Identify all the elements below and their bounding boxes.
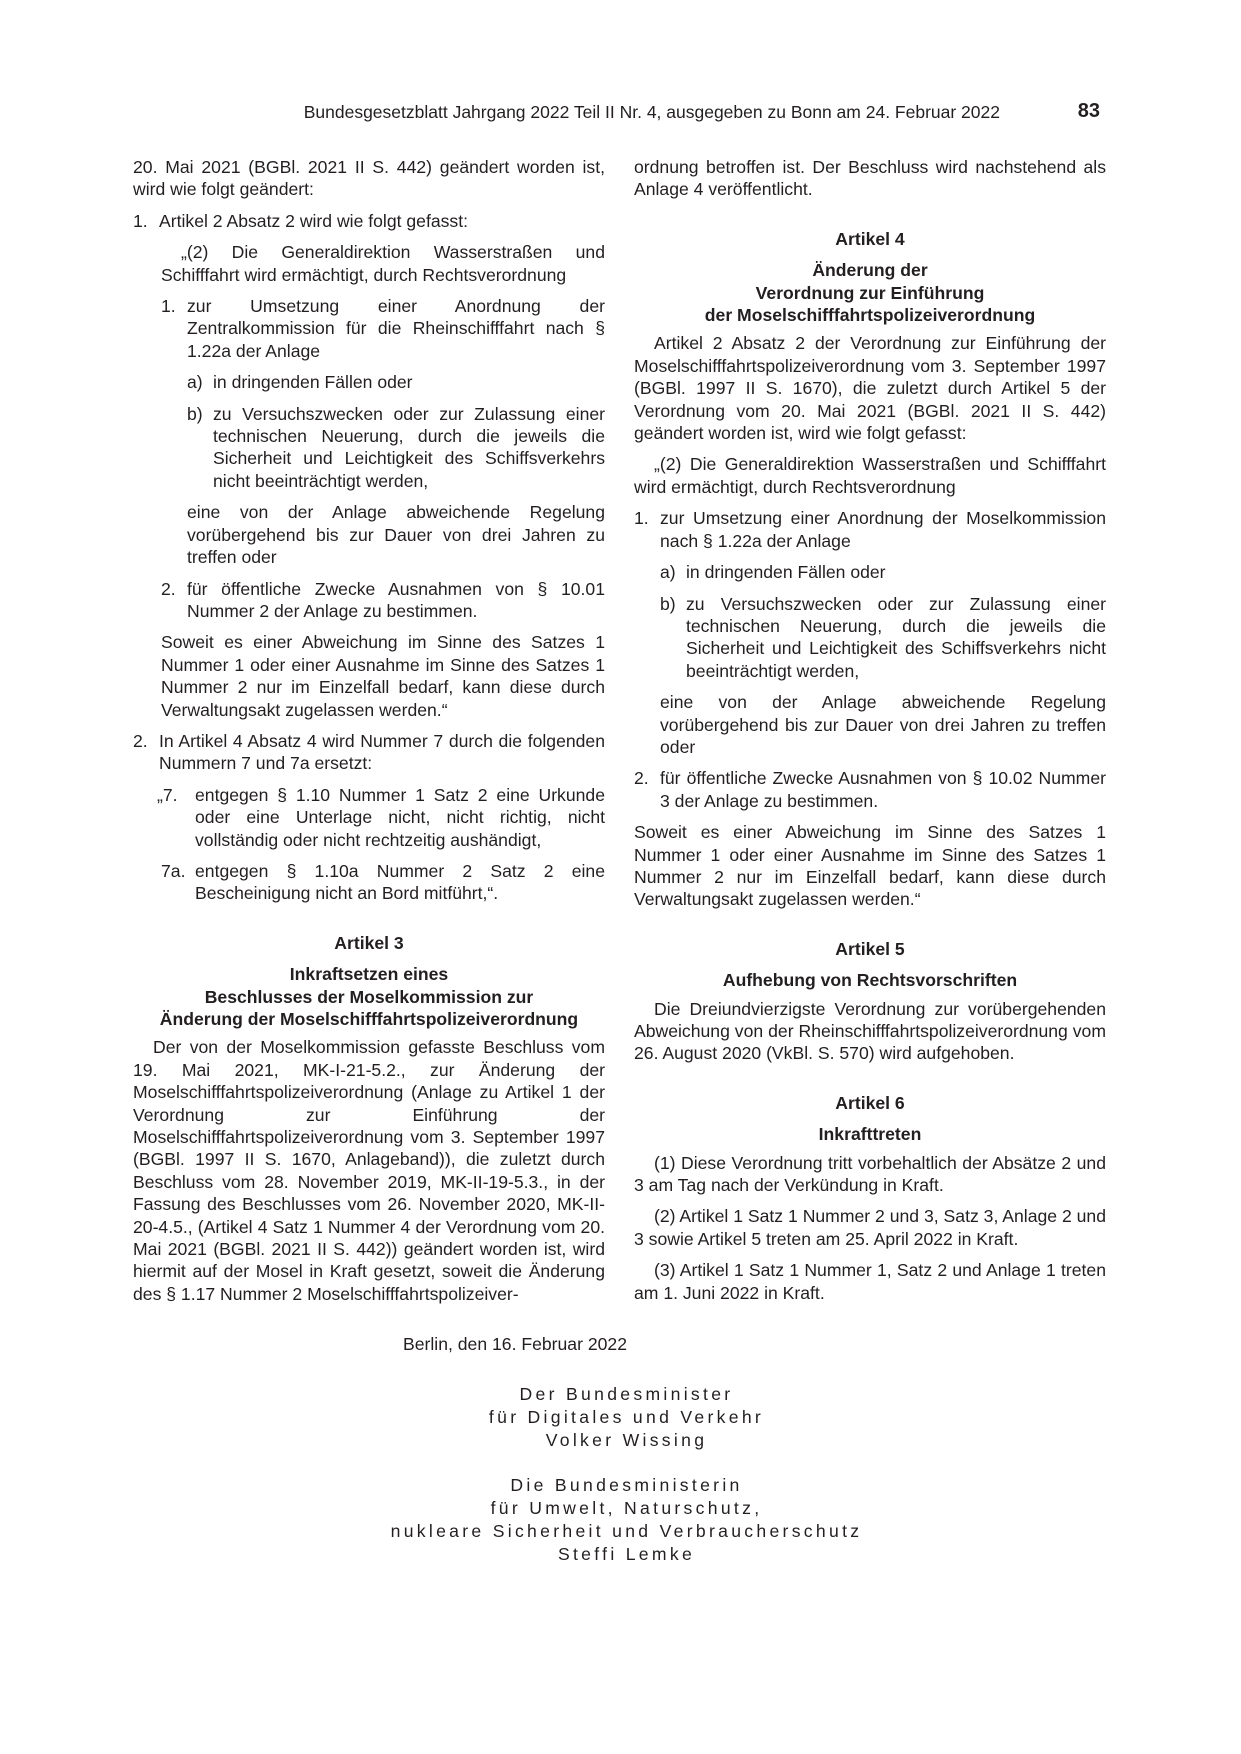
signature-block-ministerin [6,1474,1241,1566]
list-text: zu Versuchszwecken oder zur Zulassung einer technischen Neuerung, durch die jeweils die Sicherheit und Leichtigkeit des Schiffsverkehrs nicht beeinträchtigt werden, [686,593,1106,681]
list-text: für öffentliche Zwecke Ausnahmen von § 10.02 Nummer 3 der Anlage zu bestimmen. [660,768,1106,811]
article-6-paragraph-1: (1) Diese Verordnung tritt vorbehaltlich der Absätze 2 und 3 am Tag nach der Verkündung in Kraft. [634,1152,1106,1196]
list-item-2 [133,730,605,775]
list-number: 7a. [161,860,186,881]
article-3-title-line-1: Inkraftsetzen eines [289,964,449,985]
signature-line: Der Bundesminister [519,1384,734,1404]
signature-line: für Digitales und Verkehr [488,1407,765,1427]
list-text: In Artikel 4 Absatz 4 wird Nummer 7 durch die folgenden Nummern 7 und 7a ersetzt: [159,730,605,774]
list-text: entgegen § 1.10 Nummer 1 Satz 2 eine Urkunde oder eine Unterlage nicht, nicht richtig, nicht vollständig oder nicht rechtzeitig aushändigt, [195,784,605,850]
list-text: in dringenden Fällen oder [213,372,413,393]
intro-paragraph: 20. Mai 2021 (BGBl. 2021 II S. 442) geändert worden ist, wird wie folgt geändert: [133,157,605,200]
quote-intro: „(2) Die Generaldirektion Wasserstraßen und Schifffahrt wird ermächtigt, durch Rechtsverordnung [634,454,1106,497]
signature-line: für Umwelt, Naturschutz, [490,1498,763,1518]
article-4-title-line-2: Verordnung zur Einführung [755,282,985,303]
left-column [133,156,605,1305]
list-letter: b) [187,403,203,424]
number-7a-item [133,860,605,905]
article-5-number: Artikel 5 [835,938,905,959]
sub-item-1 [634,507,1106,552]
sub-item-1 [133,295,605,362]
signature-name: Volker Wissing [545,1430,708,1450]
signature-line: Die Bundesministerin [510,1475,743,1495]
list-number: 1. [161,296,176,317]
page-number: 83 [1077,100,1100,122]
list-letter: a) [660,562,676,583]
article-3-number: Artikel 3 [334,932,404,953]
article-3-title-line-3: Änderung der Moselschifffahrtspolizeiverordnung [159,1009,579,1029]
header-title: Bundesgesetzblatt Jahrgang 2022 Teil II Nr. 4, ausgegeben zu Bonn am 24. Februar 2022 [303,102,1000,122]
list-text: zur Umsetzung einer Anordnung der Moselkommission nach § 1.22a der Anlage [660,508,1106,551]
list-text: zu Versuchszwecken oder zur Zulassung einer technischen Neuerung, durch die jeweils die Sicherheit und Leichtigkeit des Schiffsverkehrs nicht beeinträchtigt werden, [213,403,605,491]
list-number: 2. [634,768,649,789]
list-text: zur Umsetzung einer Anordnung der Zentralkommission für die Rheinschifffahrt nach § 1.22a der Anlage [187,296,605,361]
number-7-item [133,784,605,851]
right-column [634,156,1106,1304]
list-item-1 [133,210,605,232]
signature-name: Steffi Lemke [557,1544,696,1564]
soweit-paragraph: Soweit es einer Abweichung im Sinne des Satzes 1 Nummer 1 oder einer Ausnahme im Sinne des Satzes 1 Nummer 2 nur im Einzelfall bedarf, kann diese durch Verwaltungsakt zugelassen werden.“ [634,822,1106,910]
list-text: in dringenden Fällen oder [686,562,886,583]
list-number: 2. [161,578,176,599]
list-number: 1. [634,508,649,529]
article-5-title: Aufhebung von Rechtsvorschriften [722,970,1018,991]
article-4-text: Artikel 2 Absatz 2 der Verordnung zur Einführung der Moselschifffahrtspolizeiverordnung vom 3. September 1997 (BGBl. 1997 II S. 1670), die zuletzt durch Artikel 5 der Verordnung vom 20. Mai 2021 (BGBl. 2021 II S. 442) geändert worden ist, wird wie folgt gefasst: [634,333,1106,444]
signature-block-minister [6,1383,1241,1452]
sub-item-1a [634,561,1106,583]
sub-item-2 [634,767,1106,812]
list-text: entgegen § 1.10a Nummer 2 Satz 2 eine Bescheinigung nicht an Bord mitführt,“. [195,860,605,904]
article-4-title-line-1: Änderung der [812,260,928,281]
sub-item-2 [133,578,605,623]
sub-item-1-tail: eine von der Anlage abweichende Regelung vorübergehend bis zur Dauer von drei Jahren zu treffen oder [660,692,1106,757]
article-3-title-line-2: Beschlusses der Moselkommission zur [204,986,534,1007]
list-letter: b) [660,593,676,614]
article-3-text: Der von der Moselkommission gefasste Beschluss vom 19. Mai 2021, MK-I-21-5.2., zur Änderung der Moselschifffahrtspolizeiverordnung (Anlage zu Artikel 1 der Verordnung zur Einführung der Moselschifffahrtspolizeiverordnung vom 3. September 1997 (BGBl. 1997 II S. 1670, Anlageband)), die zuletzt durch Beschluss vom 28. November 2019, MK-II-19-5.3., in der Fassung des Beschlusses vom 26. November 2020, MK-II-20-4.5., (Artikel 4 Satz 1 Nummer 4 der Verordnung vom 20. Mai 2021 (BGBl. 2021 II S. 442)) geändert worden ist, wird hiermit auf der Mosel in Kraft gesetzt, soweit die Änderung des § 1.17 Nummer 2 Moselschifffahrtspolizeiver- [133,1037,605,1304]
list-number: „7. [157,784,178,805]
article-4-number: Artikel 4 [835,228,905,249]
sub-item-1b [133,403,605,493]
list-text: für öffentliche Zwecke Ausnahmen von § 10.01 Nummer 2 der Anlage zu bestimmen. [187,578,605,621]
place-and-date: Berlin, den 16. Februar 2022 [403,1334,627,1354]
page-header [250,100,1100,124]
continuation-paragraph: ordnung betroffen ist. Der Beschluss wird nachstehend als Anlage 4 veröffentlicht. [634,157,1106,200]
signature-line: nukleare Sicherheit und Verbraucherschutz [390,1521,863,1541]
article-6-paragraph-2: (2) Artikel 1 Satz 1 Nummer 2 und 3, Satz 3, Anlage 2 und 3 sowie Artikel 5 treten am 25. April 2022 in Kraft. [634,1206,1106,1249]
list-letter: a) [187,372,203,393]
sub-item-1b [634,593,1106,683]
list-text: Artikel 2 Absatz 2 wird wie folgt gefasst: [159,210,469,231]
quote-intro: „(2) Die Generaldirektion Wasserstraßen und Schifffahrt wird ermächtigt, durch Rechtsverordnung [161,242,605,285]
list-number: 1. [133,210,148,231]
sub-item-1-tail: eine von der Anlage abweichende Regelung vorübergehend bis zur Dauer von drei Jahren zu treffen oder [187,502,605,568]
article-6-number: Artikel 6 [835,1092,905,1113]
sub-item-1a [133,371,605,393]
soweit-paragraph: Soweit es einer Abweichung im Sinne des Satzes 1 Nummer 1 oder einer Ausnahme im Sinne des Satzes 1 Nummer 2 nur im Einzelfall bedarf, kann diese durch Verwaltungsakt zugelassen werden.“ [161,632,605,720]
article-4-title-line-3: der Moselschifffahrtspolizeiverordnung [704,305,1036,326]
article-6-paragraph-3: (3) Artikel 1 Satz 1 Nummer 1, Satz 2 und Anlage 1 treten am 1. Juni 2022 in Kraft. [634,1260,1106,1303]
article-5-text: Die Dreiundvierzigste Verordnung zur vorübergehenden Abweichung von der Rheinschifffahrtspolizeiverordnung vom 26. August 2020 (VkBl. S. 570) wird aufgehoben. [634,998,1106,1064]
list-number: 2. [133,730,148,751]
article-6-title: Inkrafttreten [818,1124,922,1145]
